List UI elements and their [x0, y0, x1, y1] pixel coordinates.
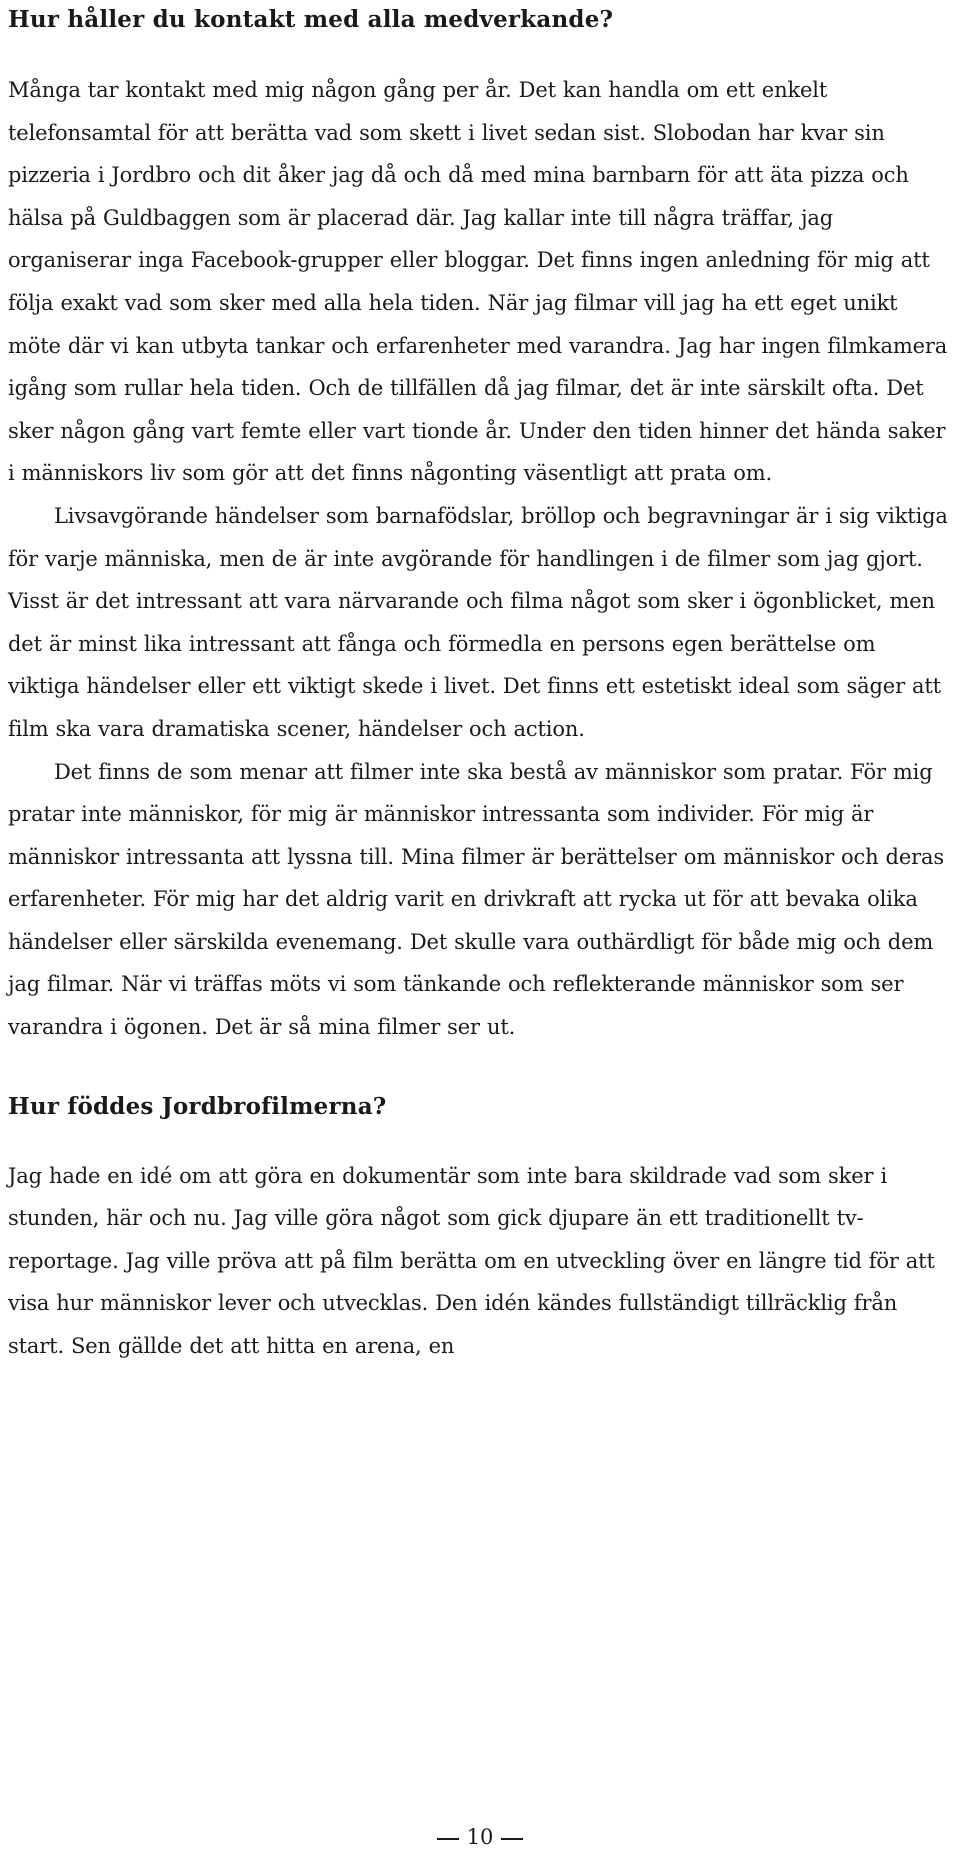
- body-paragraph: Det finns de som menar att filmer inte ska bestå av människor som pratar. För mig pratar inte människor, för mig är människor intressanta som individer. För mig är människor intressanta att lyssna till. Mina filmer är berättelser om människor och deras erfarenheter. För mig har det aldrig varit en drivkraft att rycka ut för att bevaka olika händelser eller särskilda evenemang. Det skulle vara outhärdligt för både mig och dem jag filmar. När vi träffas möts vi som tänkande och reflekterande människor som ser varandra i ögonen. Det är så mina filmer ser ut.: [8, 759, 945, 1040]
- section-heading: Hur håller du kontakt med alla medverkande?: [8, 6, 614, 33]
- section-heading: Hur föddes Jordbrofilmerna?: [8, 1092, 387, 1120]
- body-paragraph: Livsavgörande händelser som barnafödslar, bröllop och begravningar är i sig viktiga för varje människa, men de är inte avgörande för handlingen i de filmer som jag gjort. Visst är det intressant att vara närvarande och filma något som sker i ögonblicket, men det är minst lika intressant att fånga och förmedla en persons egen berättelse om viktiga händelser eller ett viktigt skede i livet. Det finns ett estetiskt ideal som säger att film ska vara dramatiska scener, händelser och action.: [8, 503, 948, 741]
- footer-dash-left: [437, 1838, 459, 1840]
- footer-dash-right: [501, 1838, 523, 1840]
- body-paragraph: Jag hade en idé om att göra en dokumentär som inte bara skildrade vad som sker i stunden, här och nu. Jag ville göra något som gick djupare än ett traditionellt tv-reportage. Jag ville pröva att på film berätta om en utveckling över en längre tid för att visa hur människor lever och utvecklas. Den idén kändes fullständigt tillräcklig från start. Sen gällde det att hitta en arena, en: [8, 1163, 935, 1359]
- document-page: [8, 0, 952, 1368]
- page-footer: [0, 1825, 960, 1849]
- page-number: 10: [466, 1825, 494, 1849]
- body-paragraph: Många tar kontakt med mig någon gång per år. Det kan handla om ett enkelt telefonsamtal för att berätta vad som skett i livet sedan sist. Slobodan har kvar sin pizzeria i Jordbro och dit åker jag då och då med mina barnbarn för att äta pizza och hälsa på Guldbaggen som är placerad där. Jag kallar inte till några träffar, jag organiserar inga Facebook-grupper eller bloggar. Det finns ingen anledning för mig att följa exakt vad som sker med alla hela tiden. När jag filmar vill jag ha ett eget unikt möte där vi kan utbyta tankar och erfarenheter med varandra. Jag har ingen filmkamera igång som rullar hela tiden. Och de tillfällen då jag filmar, det är inte särskilt ofta. Det sker någon gång vart femte eller vart tionde år. Under den tiden hinner det hända saker i människors liv som gör att det finns någonting väsentligt att prata om.: [8, 78, 948, 486]
